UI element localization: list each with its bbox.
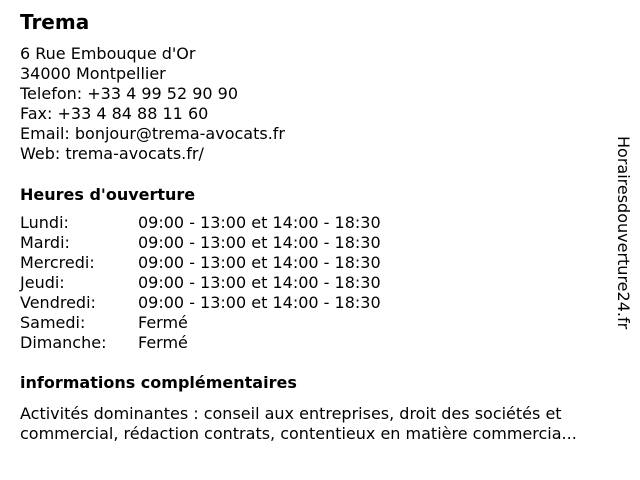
hours-table <box>20 213 620 353</box>
web-link[interactable]: trema-avocats.fr/ <box>65 144 204 163</box>
address-street: 6 Rue Embouque d'Or <box>20 44 196 63</box>
hours-time: 09:00 - 13:00 et 14:00 - 18:30 <box>138 293 381 312</box>
site-watermark: Horairesdouverture24.fr <box>614 136 633 330</box>
hours-day: Lundi: <box>20 213 69 232</box>
hours-time: Fermé <box>138 313 188 332</box>
hours-time: 09:00 - 13:00 et 14:00 - 18:30 <box>138 253 381 272</box>
hours-row <box>20 313 620 333</box>
hours-row <box>20 293 620 313</box>
info-line: commercial, rédaction contrats, contentieux en matière commercia... <box>20 424 577 443</box>
phone-number: Telefon: +33 4 99 52 90 90 <box>20 84 239 103</box>
hours-day: Samedi: <box>20 313 86 332</box>
hours-day: Mercredi: <box>20 253 95 272</box>
info-title: informations complémentaires <box>20 373 297 392</box>
hours-row <box>20 253 620 273</box>
hours-row <box>20 333 620 353</box>
address-city: 34000 Montpellier <box>20 64 166 83</box>
hours-title: Heures d'ouverture <box>20 185 196 204</box>
hours-day: Jeudi: <box>20 273 65 292</box>
hours-time: Fermé <box>138 333 188 352</box>
contact-block <box>20 44 620 164</box>
hours-time: 09:00 - 13:00 et 14:00 - 18:30 <box>138 213 381 232</box>
email-link[interactable]: bonjour@trema-avocats.fr <box>74 124 285 143</box>
email-line <box>20 124 620 144</box>
hours-day: Mardi: <box>20 233 70 252</box>
hours-day: Dimanche: <box>20 333 107 352</box>
web-label: Web: <box>20 144 61 163</box>
info-description <box>20 404 620 444</box>
hours-time: 09:00 - 13:00 et 14:00 - 18:30 <box>138 273 381 292</box>
hours-row <box>20 233 620 253</box>
info-line: Activités dominantes : conseil aux entreprises, droit des sociétés et <box>20 404 562 423</box>
hours-row <box>20 213 620 233</box>
web-line <box>20 144 620 164</box>
fax-number: Fax: +33 4 84 88 11 60 <box>20 104 209 123</box>
email-label: Email: <box>20 124 70 143</box>
hours-day: Vendredi: <box>20 293 96 312</box>
hours-row <box>20 273 620 293</box>
business-card <box>20 10 620 444</box>
business-name: Trema <box>20 10 90 34</box>
hours-time: 09:00 - 13:00 et 14:00 - 18:30 <box>138 233 381 252</box>
